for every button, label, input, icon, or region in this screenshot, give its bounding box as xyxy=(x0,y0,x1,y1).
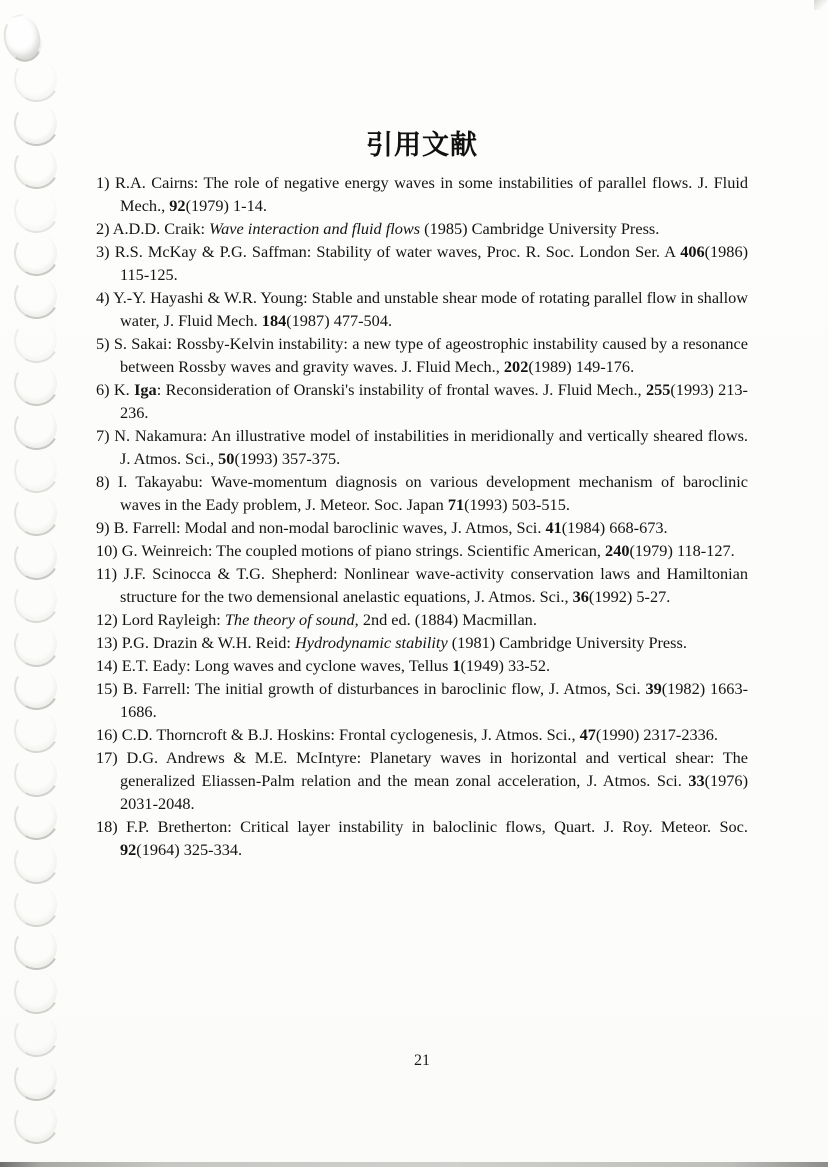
volume-number: Iga xyxy=(134,380,157,399)
reference-text: B. Farrell: The initial growth of disturbances in baroclinic flow, J. Atmos, Sci. xyxy=(122,679,646,698)
reference-number: 12) xyxy=(96,610,122,629)
reference-number: 13) xyxy=(96,633,122,652)
reference-number: 14) xyxy=(96,656,122,675)
reference-number: 15) xyxy=(96,679,123,698)
binding-hole xyxy=(9,1007,64,1062)
binding-hole xyxy=(9,139,64,194)
reference-text: K. xyxy=(113,380,135,399)
volume-number: 240 xyxy=(605,541,630,560)
book-title: The theory of sound xyxy=(224,610,355,629)
reference-item xyxy=(96,171,748,217)
reference-number: 9) xyxy=(96,518,114,537)
reference-text: Lord Rayleigh: xyxy=(121,610,225,629)
volume-number: 92 xyxy=(120,840,137,859)
reference-text: D.G. Andrews & M.E. McIntyre: Planetary waves in horizontal and vertical shear: The generalized Eliassen-Palm relation and the mean zonal acceleration, J. Atmos. Sci. xyxy=(120,748,749,790)
reference-text: (1993) 357-375. xyxy=(234,449,341,468)
reference-number: 17) xyxy=(96,748,127,767)
reference-number: 7) xyxy=(96,426,115,445)
binding-hole xyxy=(9,573,64,628)
reference-text: B. Farrell: Modal and non-modal baroclinic waves, J. Atmos, Sci. xyxy=(113,518,546,537)
binding-hole xyxy=(9,226,64,281)
reference-text: (1989) 149-176. xyxy=(528,357,635,376)
reference-text: (1984) 668-673. xyxy=(561,518,668,537)
reference-text: (1981) Cambridge University Press. xyxy=(447,633,687,652)
volume-number: 1 xyxy=(452,656,461,675)
reference-text: I. Takayabu: Wave-momentum diagnosis on various development mechanism of baroclinic waves in the Eady problem, J. Meteor. Soc. Japan xyxy=(117,472,748,514)
reference-item xyxy=(96,217,748,240)
volume-number: 50 xyxy=(218,449,235,468)
reference-text: G. Weinreich: The coupled motions of piano strings. Scientific American, xyxy=(121,541,606,560)
reference-text: (1993) 503-515. xyxy=(464,495,570,514)
binding-hole xyxy=(9,1051,64,1106)
binding-holes xyxy=(0,0,80,1167)
reference-text: J.F. Scinocca & T.G. Shepherd: Nonlinear wave-activity conservation laws and Hamiltonian structure for the two demensional anelastic equations, J. Atmos. Sci., xyxy=(120,564,748,606)
binding-hole xyxy=(9,487,64,542)
reference-item xyxy=(96,677,748,723)
reference-text: A.D.D. Craik: xyxy=(112,219,210,238)
reference-text: N. Nakamura: An illustrative model of instabilities in meridionally and vertically sheared flows. J. Atmos. Sci., xyxy=(114,426,748,468)
binding-hole xyxy=(9,443,64,498)
page-number: 21 xyxy=(414,1052,430,1069)
reference-text: (1992) 5-27. xyxy=(588,587,671,606)
reference-number: 6) xyxy=(96,380,114,399)
reference-item xyxy=(96,723,748,746)
scan-edge-artifact xyxy=(0,1162,828,1167)
reference-text: (1976) 2031-2048. xyxy=(120,771,748,813)
binding-hole xyxy=(9,877,64,932)
reference-text: (1986) 115-125. xyxy=(120,242,749,284)
reference-number: 3) xyxy=(96,242,115,261)
reference-text: P.G. Drazin & W.H. Reid: xyxy=(121,633,295,652)
reference-item xyxy=(96,539,748,562)
book-title: Wave interaction and fluid flows xyxy=(209,219,421,238)
binding-hole xyxy=(9,356,64,411)
binding-hole xyxy=(9,617,64,672)
binding-hole xyxy=(9,790,64,845)
reference-item xyxy=(96,608,748,631)
reference-text: , 2nd ed. (1884) Macmillan. xyxy=(354,610,537,629)
volume-number: 92 xyxy=(169,196,186,215)
reference-item xyxy=(96,424,748,470)
volume-number: 39 xyxy=(645,679,662,698)
reference-text: (1964) 325-334. xyxy=(136,840,243,859)
volume-number: 255 xyxy=(645,380,671,399)
binding-hole xyxy=(9,747,64,802)
binding-hole xyxy=(9,96,64,151)
binding-hole xyxy=(9,530,64,585)
binding-hole xyxy=(9,921,64,976)
volume-number: 41 xyxy=(545,518,562,537)
reference-text: F.P. Bretherton: Critical layer instability in baloclinic flows, Quart. J. Roy. Meteor. Soc. xyxy=(126,817,748,836)
reference-number: 5) xyxy=(96,334,114,353)
binding-hole xyxy=(9,660,64,715)
reference-item xyxy=(96,378,748,424)
reference-text: C.D. Thorncroft & B.J. Hoskins: Frontal cyclogenesis, J. Atmos. Sci., xyxy=(121,725,580,744)
reference-item xyxy=(96,470,748,516)
reference-text: : Reconsideration of Oranski's instability of frontal waves. J. Fluid Mech., xyxy=(156,380,646,399)
reference-text: (1993) 213-236. xyxy=(120,380,748,422)
reference-text: Y.-Y. Hayashi & W.R. Young: Stable and unstable shear mode of rotating parallel flow in shallow water, J. Fluid Mech. xyxy=(113,288,748,330)
reference-item xyxy=(96,746,748,815)
reference-item xyxy=(96,516,748,539)
reference-number: 11) xyxy=(96,564,124,583)
reference-number: 16) xyxy=(96,725,122,744)
reference-text: (1949) 33-52. xyxy=(460,656,551,675)
volume-number: 184 xyxy=(261,311,287,330)
reference-text: S. Sakai: Rossby-Kelvin instability: a new type of ageostrophic instability caused by a resonance between Rossby waves and gravity waves. J. Fluid Mech., xyxy=(113,334,748,376)
reference-text: (1990) 2317-2336. xyxy=(595,725,718,744)
page-title: 引用文献 xyxy=(366,130,478,160)
reference-item xyxy=(96,286,748,332)
reference-text: (1979) 1-14. xyxy=(185,196,267,215)
volume-number: 71 xyxy=(447,495,465,514)
binding-hole xyxy=(9,834,64,889)
reference-text: (1985) Cambridge University Press. xyxy=(420,219,660,238)
binding-hole xyxy=(9,1094,64,1149)
reference-text: (1979) 118-127. xyxy=(629,541,735,560)
reference-item xyxy=(96,240,748,286)
reference-number: 18) xyxy=(96,817,127,836)
volume-number: 202 xyxy=(503,357,529,376)
reference-item xyxy=(96,562,748,608)
binding-hole xyxy=(9,313,64,368)
binding-hole xyxy=(9,53,64,108)
binding-hole xyxy=(9,400,64,455)
reference-number: 10) xyxy=(96,541,122,560)
volume-number: 33 xyxy=(688,771,705,790)
volume-number: 406 xyxy=(680,242,705,261)
reference-text: (1987) 477-504. xyxy=(286,311,393,330)
reference-item xyxy=(96,631,748,654)
reference-item xyxy=(96,654,748,677)
binding-hole xyxy=(9,964,64,1019)
reference-text: (1982) 1663-1686. xyxy=(120,679,749,721)
reference-item xyxy=(96,815,748,861)
reference-text: R.A. Cairns: The role of negative energy waves in some instabilities of parallel flows. J. Fluid Mech., xyxy=(115,173,748,215)
reference-number: 2) xyxy=(96,219,113,238)
volume-number: 36 xyxy=(572,587,589,606)
reference-list xyxy=(96,171,748,861)
reference-number: 1) xyxy=(96,173,116,192)
volume-number: 47 xyxy=(579,725,596,744)
reference-number: 4) xyxy=(96,288,114,307)
binding-hole xyxy=(9,704,64,759)
reference-text: E.T. Eady: Long waves and cyclone waves, Tellus xyxy=(121,656,453,675)
binding-hole xyxy=(9,183,64,238)
scan-corner-artifact xyxy=(814,0,828,10)
reference-text: R.S. McKay & P.G. Saffman: Stability of water waves, Proc. R. Soc. London Ser. A xyxy=(114,242,681,261)
binding-hole xyxy=(9,270,64,325)
reference-number: 8) xyxy=(96,472,118,491)
book-title: Hydrodynamic stability xyxy=(295,633,448,652)
reference-item xyxy=(96,332,748,378)
